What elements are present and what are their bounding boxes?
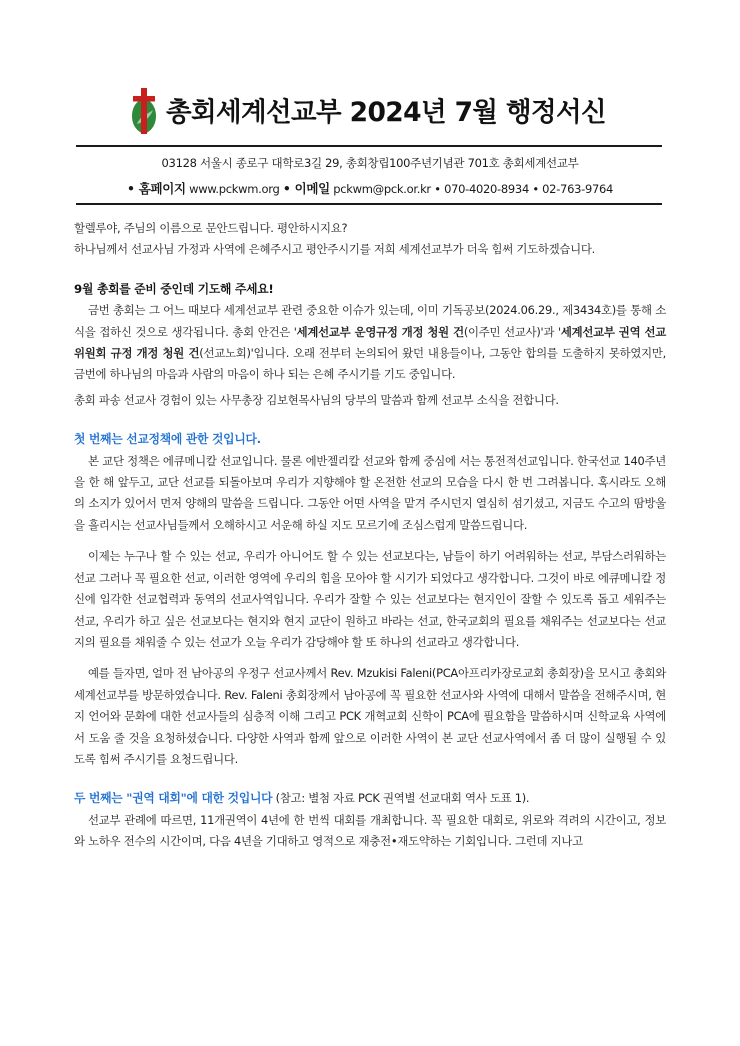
greeting-line-1: 할렐루야, 주님의 이름으로 문안드립니다. 평안하시지요? xyxy=(74,221,348,235)
agenda-item-2: 세계선교부 권역 선교위원회 규정 개정 청원 건 xyxy=(74,324,666,361)
header-divider-bottom xyxy=(76,203,662,205)
letter-title: 총회세계선교부 2024년 7월 행정서신 xyxy=(166,97,607,128)
address-line: 03128 서울시 종로구 대학로3길 29, 총회창립100주년기념관 701호 총회세계선교부 xyxy=(161,156,579,170)
agenda-item-1: 세계선교부 운영규정 개정 청원 건 xyxy=(296,324,464,339)
second-paragraph-1: 선교부 관례에 따르면, 11개권역이 4년에 한 번씩 대회를 개최합니다. 꼭 필요한 대회로, 위로와 격려의 시간이고, 정보와 노하우 전수의 시간이며, 다음 4년을 기대하고 영적으로 재충전•재도약하는 기회입니다. 그런데 지나고 xyxy=(74,812,666,849)
first-paragraph-1: 본 교단 정책은 에큐메니칼 선교입니다. 물론 에반젤리칼 선교와 함께 중심에 서는 통전적선교입니다. 한국선교 140주년을 한 해 앞두고, 교단 선교를 되돌아보며 우리가 지향해야 할 온전한 선교의 모습을 다시 한 번 그려봅니다. 혹시라도 오해의 소지가 있어서 먼저 양해의 말씀을 드립니다. 그동안 어떤 사역을 맡겨 주시던지 열심히 섬기셨고, 지금도 수고의 땀방울을 흘리시는 선교사님들께서 오해하시고 서운해 하실 지도 모르기에 조심스럽게 말씀드립니다. xyxy=(74,453,666,532)
phone-number-2: • 02-763-9764 xyxy=(532,182,614,196)
greeting-line-2: 하나님께서 선교사님 가정과 사역에 은혜주시고 평안주시기를 저희 세계선교부가 더욱 힘써 기도하겠습니다. xyxy=(74,242,595,257)
assembly-note: 총회 파송 선교사 경험이 있는 사무총장 김보현목사님의 당부의 말씀과 함께 선교부 소식을 전합니다. xyxy=(74,392,559,407)
phone-number-1: • 070-4020-8934 xyxy=(434,182,529,196)
first-paragraph-3: 예를 들자면, 얼마 전 남아공의 우정구 선교사께서 Rev. Mzukisi Faleni(PCA아프리카장로교회 총회장)을 모시고 총회와 세계선교부를 방문하였습니다. Rev. Faleni 총회장께서 남아공에 꼭 필요한 선교사와 사역에 대해서 말씀을 전해주시며, 현지 언어와 문화에 대한 선교사들의 심층적 이해 그리고 PCK 개혁교회 신학이 PCA에 필요함을 말씀하시며 신학교육 사역에서 도움 줄 것을 요청하셨습니다. 다양한 사역과 함께 앞으로 이러한 사역이 본 교단 선교사역에서 좀 더 많이 실행될 수 있도록 힘써 주시기를 요청드립니다. xyxy=(74,666,666,766)
second-section-heading: 두 번째는 "권역 대회"에 대한 것입니다 (참고: 별첨 자료 PCK 권역별 선교대회 역사 도표 1). xyxy=(74,791,530,806)
homepage-link[interactable]: www.pckwm.org xyxy=(189,182,280,196)
header-divider-top xyxy=(76,145,662,147)
letter-body xyxy=(74,218,666,853)
first-section-heading: 첫 번째는 선교정책에 관한 것입니다. xyxy=(74,432,261,447)
cross-logo-icon xyxy=(128,86,160,136)
homepage-label: • 홈페이지 xyxy=(126,181,186,196)
contact-line xyxy=(0,179,740,197)
assembly-heading: 9월 총회를 준비 중인데 기도해 주세요! xyxy=(74,281,274,296)
email-link[interactable]: pckwm@pck.or.kr xyxy=(333,182,431,196)
assembly-paragraph: 금번 총회는 그 어느 때보다 세계선교부 관련 중요한 이슈가 있는데, 이미 기독공보(2024.06.29., 제3434호)를 통해 소식을 접하신 것으로 생각됩니다. 총회 안건은 '세계선교부 운영규정 개정 청원 건(이주민 선교사)'과 '세계선교부 권역 선교위원회 규정 개정 청원 건(선교노회)'입니다. 오래 전부터 논의되어 왔던 내용들이나, 그동안 합의를 도출하지 못하였지만, 금번에 하나님의 마음과 사람의 마음이 하나 되는 은혜 주시기를 기도 중입니다. xyxy=(74,303,666,382)
email-label: • 이메일 xyxy=(282,181,330,196)
first-paragraph-2: 이제는 누구나 할 수 있는 선교, 우리가 아니어도 할 수 있는 선교보다는, 남들이 하기 어려워하는 선교, 부담스러워하는 선교 그러나 꼭 필요한 선교, 이러한 영역에 우리의 힘을 모아야 할 시기가 되었다고 생각합니다. 그것이 바로 에큐메니칼 정신에 입각한 선교협력과 동역의 선교사역입니다. 우리가 잘할 수 있는 선교보다는 현지인이 잘할 수 있도록 돕고 세워주는 선교, 우리가 하고 싶은 선교보다는 현지와 현지 교단이 원하고 바라는 선교, 한국교회의 필요를 채워주는 선교보다는 선교지의 필요를 채워줄 수 있는 선교가 오늘 우리가 감당해야 할 또 하나의 선교라고 생각합니다. xyxy=(74,549,666,649)
